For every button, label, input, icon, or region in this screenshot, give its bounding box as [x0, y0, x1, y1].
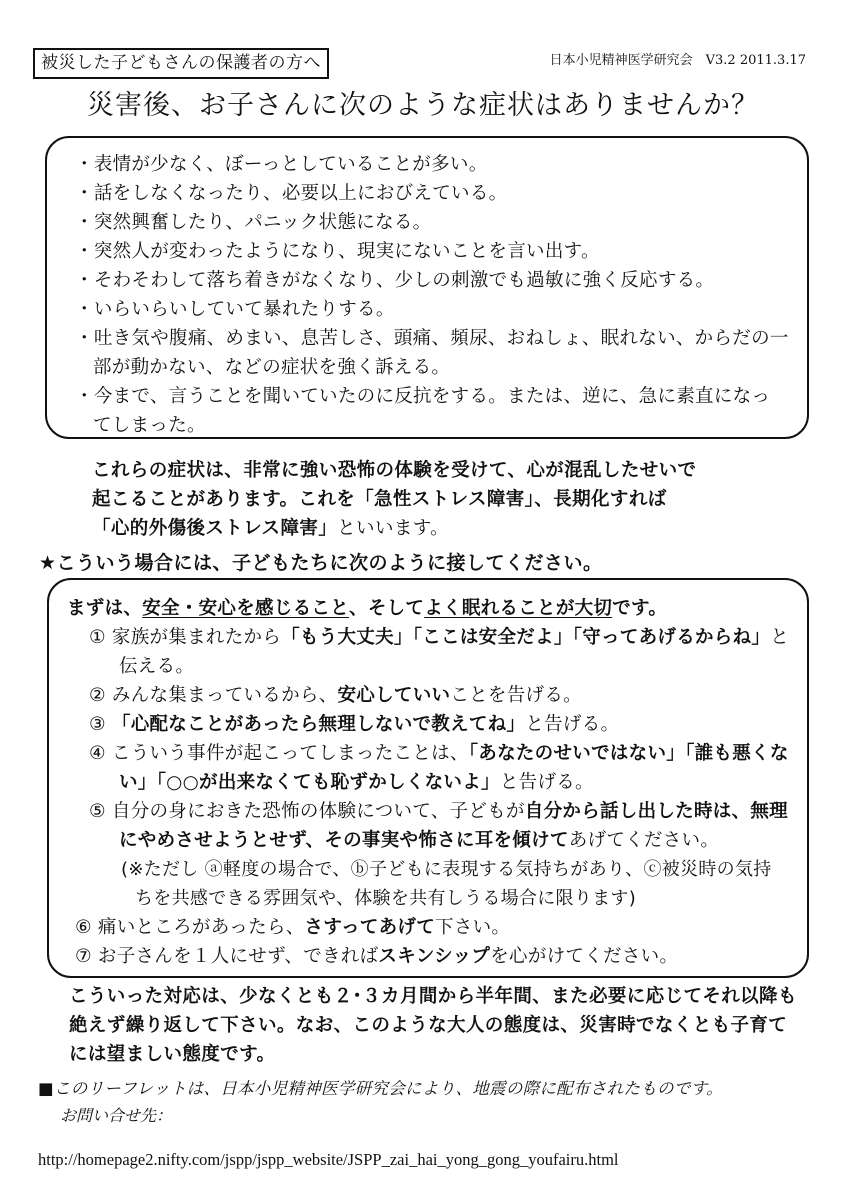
care-item	[67, 710, 789, 739]
symptom-item: ・ 今まで、言うことを聞いていたのに反抗をする。または、逆に、急に素直になってしまった。	[75, 382, 789, 440]
care-item-text: と告げる。	[499, 772, 594, 793]
explanation-line	[92, 514, 792, 543]
symptom-explanation	[92, 456, 792, 543]
care-item	[67, 681, 789, 710]
care-item-text: 家族が集まれたから	[111, 627, 282, 648]
symptom-item: ・ 表情が少なく、ぼーっとしていることが多い。	[75, 150, 789, 179]
care-intro-underlined: よく眠れることが大切	[424, 598, 613, 619]
care-item	[67, 797, 789, 855]
symptom-item: ・ 突然人が変わったようになり、現実にないことを言い出す。	[75, 237, 789, 266]
symptom-list	[75, 150, 789, 440]
care-item-number: ④	[89, 743, 106, 764]
term-acute-stress-disorder: 「急性ストレス障害」	[355, 489, 535, 510]
care-item-emphasis: 「あなたのせいではない」「誰も悪くない」「○○が出来なくても恥ずかしくないよ」	[119, 743, 789, 793]
care-item-text: 下さい。	[435, 917, 511, 938]
explanation-line	[92, 485, 792, 514]
care-item-text: みんな集まっているから、	[111, 685, 338, 706]
symptom-item: ・ 突然興奮したり、パニック状態になる。	[75, 208, 789, 237]
care-item-number: ⑤	[89, 801, 106, 822]
care-intro-text: です。	[612, 598, 668, 619]
term-ptsd: 「心的外傷後ストレス障害」	[92, 518, 338, 539]
care-item-number: ③	[89, 714, 106, 735]
symptom-item: ・ 吐き気や腹痛、めまい、息苦しさ、頭痛、頻尿、おねしょ、眠れない、からだの一部が動かない、などの症状を強く訴える。	[75, 324, 789, 382]
care-item-emphasis: 自分から話し出した時は、無理にやめさせようとせず、その事実や怖さに耳を傾けて	[119, 801, 788, 851]
source-url[interactable]: http://homepage2.nifty.com/jspp/jspp_website/JSPP_zai_hai_yong_gong_youfairu.html	[38, 1150, 619, 1169]
care-item-number: ⑦	[75, 946, 92, 967]
care-item-text: お子さんを１人にせず、できれば	[97, 946, 379, 967]
care-heading: ★こういう場合には、子どもたちに次のように接してください。	[39, 552, 603, 574]
care-intro-text: 、そして	[349, 598, 425, 619]
explanation-text: といいます。	[337, 518, 450, 539]
care-box	[47, 578, 809, 978]
care-item	[67, 739, 789, 797]
care-item-emphasis: 「心配なことがあったら無理しないで教えてね」	[111, 714, 526, 735]
care-item-number: ②	[89, 685, 106, 706]
symptom-item: ・ いらいらいしていて暴れたりする。	[75, 295, 789, 324]
symptom-box	[45, 136, 809, 439]
care-intro-underlined: 安全・安心を感じること	[142, 598, 350, 619]
care-item-text: 痛いところがあったら、	[97, 917, 305, 938]
care-item-text: 自分の身におきた恐怖の体験について、子どもが	[111, 801, 525, 822]
closing-paragraph: こういった対応は、少なくとも２･３カ月間から半年間、また必要に応じてそれ以降も絶えず繰り返して下さい。なお、このような大人の態度は、災害時でなくとも子育てには望ましい態度です。	[69, 986, 797, 1065]
care-item-emphasis: 安心していい	[337, 685, 451, 706]
care-item-emphasis: 「もう大丈夫」「ここは安全だよ」「守ってあげるからね」	[281, 627, 771, 648]
contact-label: お問い合せ先：	[60, 1106, 173, 1125]
care-item	[67, 913, 789, 942]
care-item-text: と伝える。	[119, 627, 790, 677]
care-list-continued	[67, 913, 789, 971]
page-title: 災害後、お子さんに次のような症状はありませんか？	[87, 90, 759, 121]
distribution-note: ■このリーフレットは、日本小児精神医学研究会により、地震の際に配布されたものです。	[38, 1079, 723, 1098]
symptom-item: ・ そわそわして落ち着きがなくなり、少しの刺激でも過敏に強く反応する。	[75, 266, 789, 295]
symptom-item: ・ 話をしなくなったり、必要以上におびえている。	[75, 179, 789, 208]
care-intro-text: まずは、	[67, 598, 143, 619]
care-item-text: と告げる。	[525, 714, 620, 735]
care-item-text: ことを告げる。	[450, 685, 582, 706]
care-item	[67, 623, 789, 681]
care-item-number: ①	[89, 627, 106, 648]
care-item	[67, 942, 789, 971]
care-item-number: ⑥	[75, 917, 92, 938]
care-item-text: こういう事件が起こってしまったことは、	[111, 743, 469, 764]
issuer-version: 日本小児精神医学研究会 V3.2 2011.3.17	[549, 53, 806, 68]
care-item-emphasis: スキンシップ	[378, 946, 491, 967]
audience-label: 被災した子どもさんの保護者の方へ	[33, 48, 329, 79]
explanation-text: 、長期化すれば	[534, 489, 667, 510]
care-intro	[67, 594, 789, 623]
explanation-text: 起こることがあります。これを	[92, 489, 356, 510]
care-item-text: あげてください。	[568, 830, 720, 851]
care-item-emphasis: さすってあげて	[304, 917, 436, 938]
explanation-line: これらの症状は、非常に強い恐怖の体験を受けて、心が混乱したせいで	[92, 460, 697, 481]
care-note: (※ただし ⓐ軽度の場合で、ⓑ子どもに表現する気持ちがあり、ⓒ被災時の気持ちを共感できる雰囲気や、体験を共有しうる場合に限ります)	[121, 859, 772, 909]
care-item-text: を心がけてください。	[490, 946, 679, 967]
care-list	[67, 623, 789, 855]
